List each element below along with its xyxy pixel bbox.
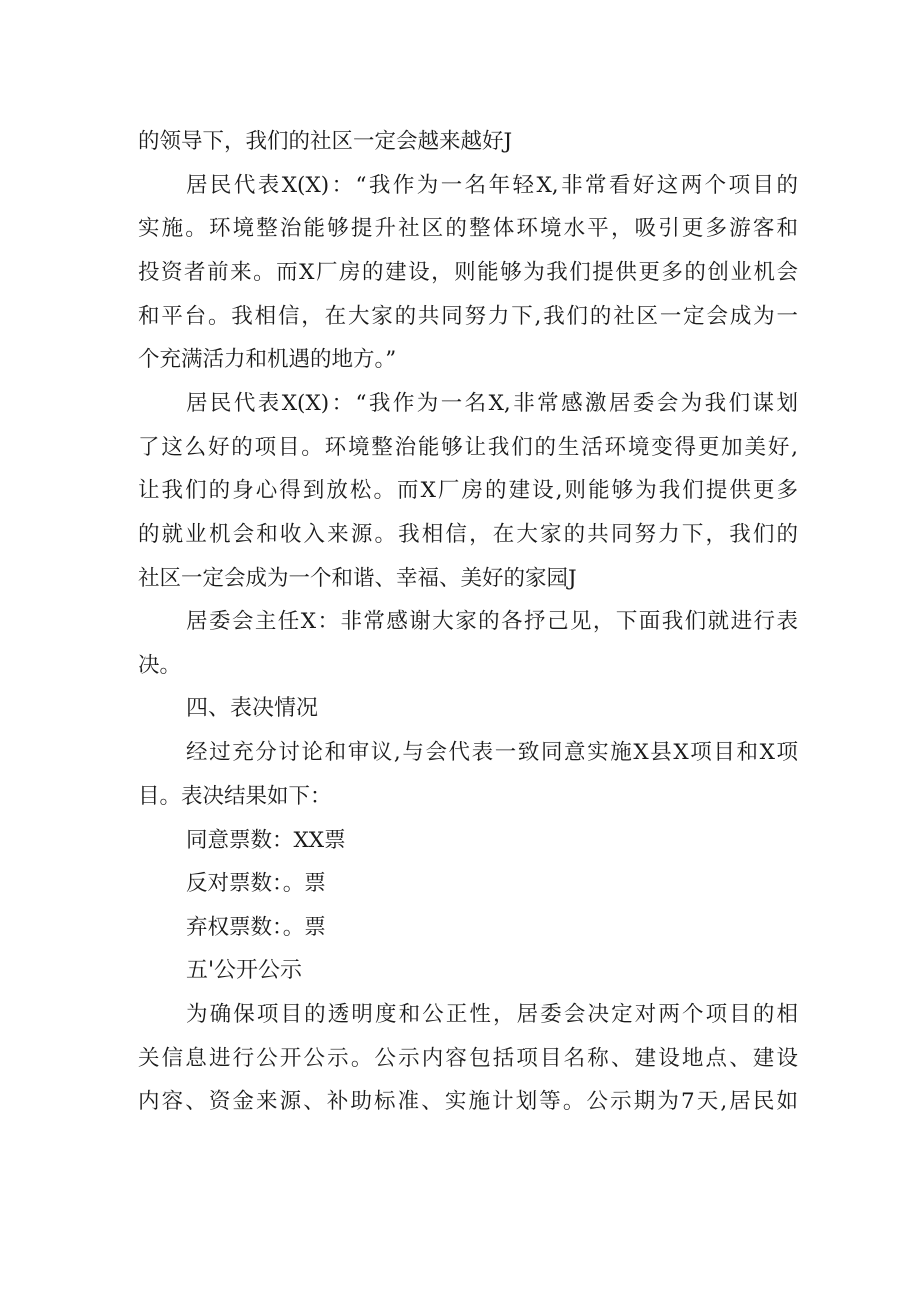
paragraph-line: 的领导下，我们的社区一定会越来越好J xyxy=(138,129,513,154)
paragraph-line: 让我们的身心得到放松。而X厂房的建设,则能够为我们提供更多 xyxy=(138,478,798,503)
paragraph-line: 关信息进行公开公示。公示内容包括项目名称、建设地点、建设 xyxy=(138,1046,798,1071)
paragraph-line: 居民代表X(X)：“我作为一名X,非常感激居委会为我们谋划 xyxy=(186,391,798,416)
paragraph-line: 实施。环境整治能够提升社区的整体环境水平，吸引更多游客和 xyxy=(138,216,798,241)
vote-result-oppose: 反对票数：。票 xyxy=(186,871,326,896)
paragraph-line: 投资者前来。而X厂房的建设，则能够为我们提供更多的创业机会 xyxy=(138,260,798,285)
vote-result-abstain: 弃权票数：。票 xyxy=(186,915,326,940)
paragraph-line: 内容、资金来源、补助标准、实施计划等。公示期为7天,居民如 xyxy=(138,1089,798,1114)
section-heading-disclosure: 五'公开公示 xyxy=(186,958,303,983)
paragraph-line: 为确保项目的透明度和公正性，居委会决定对两个项目的相 xyxy=(186,1002,798,1027)
paragraph-line: 和平台。我相信，在大家的共同努力下,我们的社区一定会成为一 xyxy=(138,304,798,329)
paragraph-line: 了这么好的项目。环境整治能够让我们的生活环境变得更加美好, xyxy=(138,435,798,460)
paragraph-line: 决。 xyxy=(138,653,182,678)
paragraph-line: 居委会主任X：非常感谢大家的各抒己见，下面我们就进行表 xyxy=(186,609,798,634)
paragraph-line: 个充满活力和机遇的地方。” xyxy=(138,347,397,372)
section-heading-voting: 四、表决情况 xyxy=(186,696,319,721)
paragraph-line: 的就业机会和收入来源。我相信，在大家的共同努力下，我们的 xyxy=(138,522,798,547)
paragraph-line: 居民代表X(X)：“我作为一名年轻X,非常看好这两个项目的 xyxy=(186,173,798,198)
paragraph-line: 目。表决结果如下： xyxy=(138,784,332,809)
paragraph-line: 经过充分讨论和审议,与会代表一致同意实施X县X项目和X项 xyxy=(186,740,798,765)
paragraph-line: 社区一定会成为一个和谐、幸福、美好的家园J xyxy=(138,566,577,591)
vote-result-agree: 同意票数：XX票 xyxy=(186,828,346,853)
